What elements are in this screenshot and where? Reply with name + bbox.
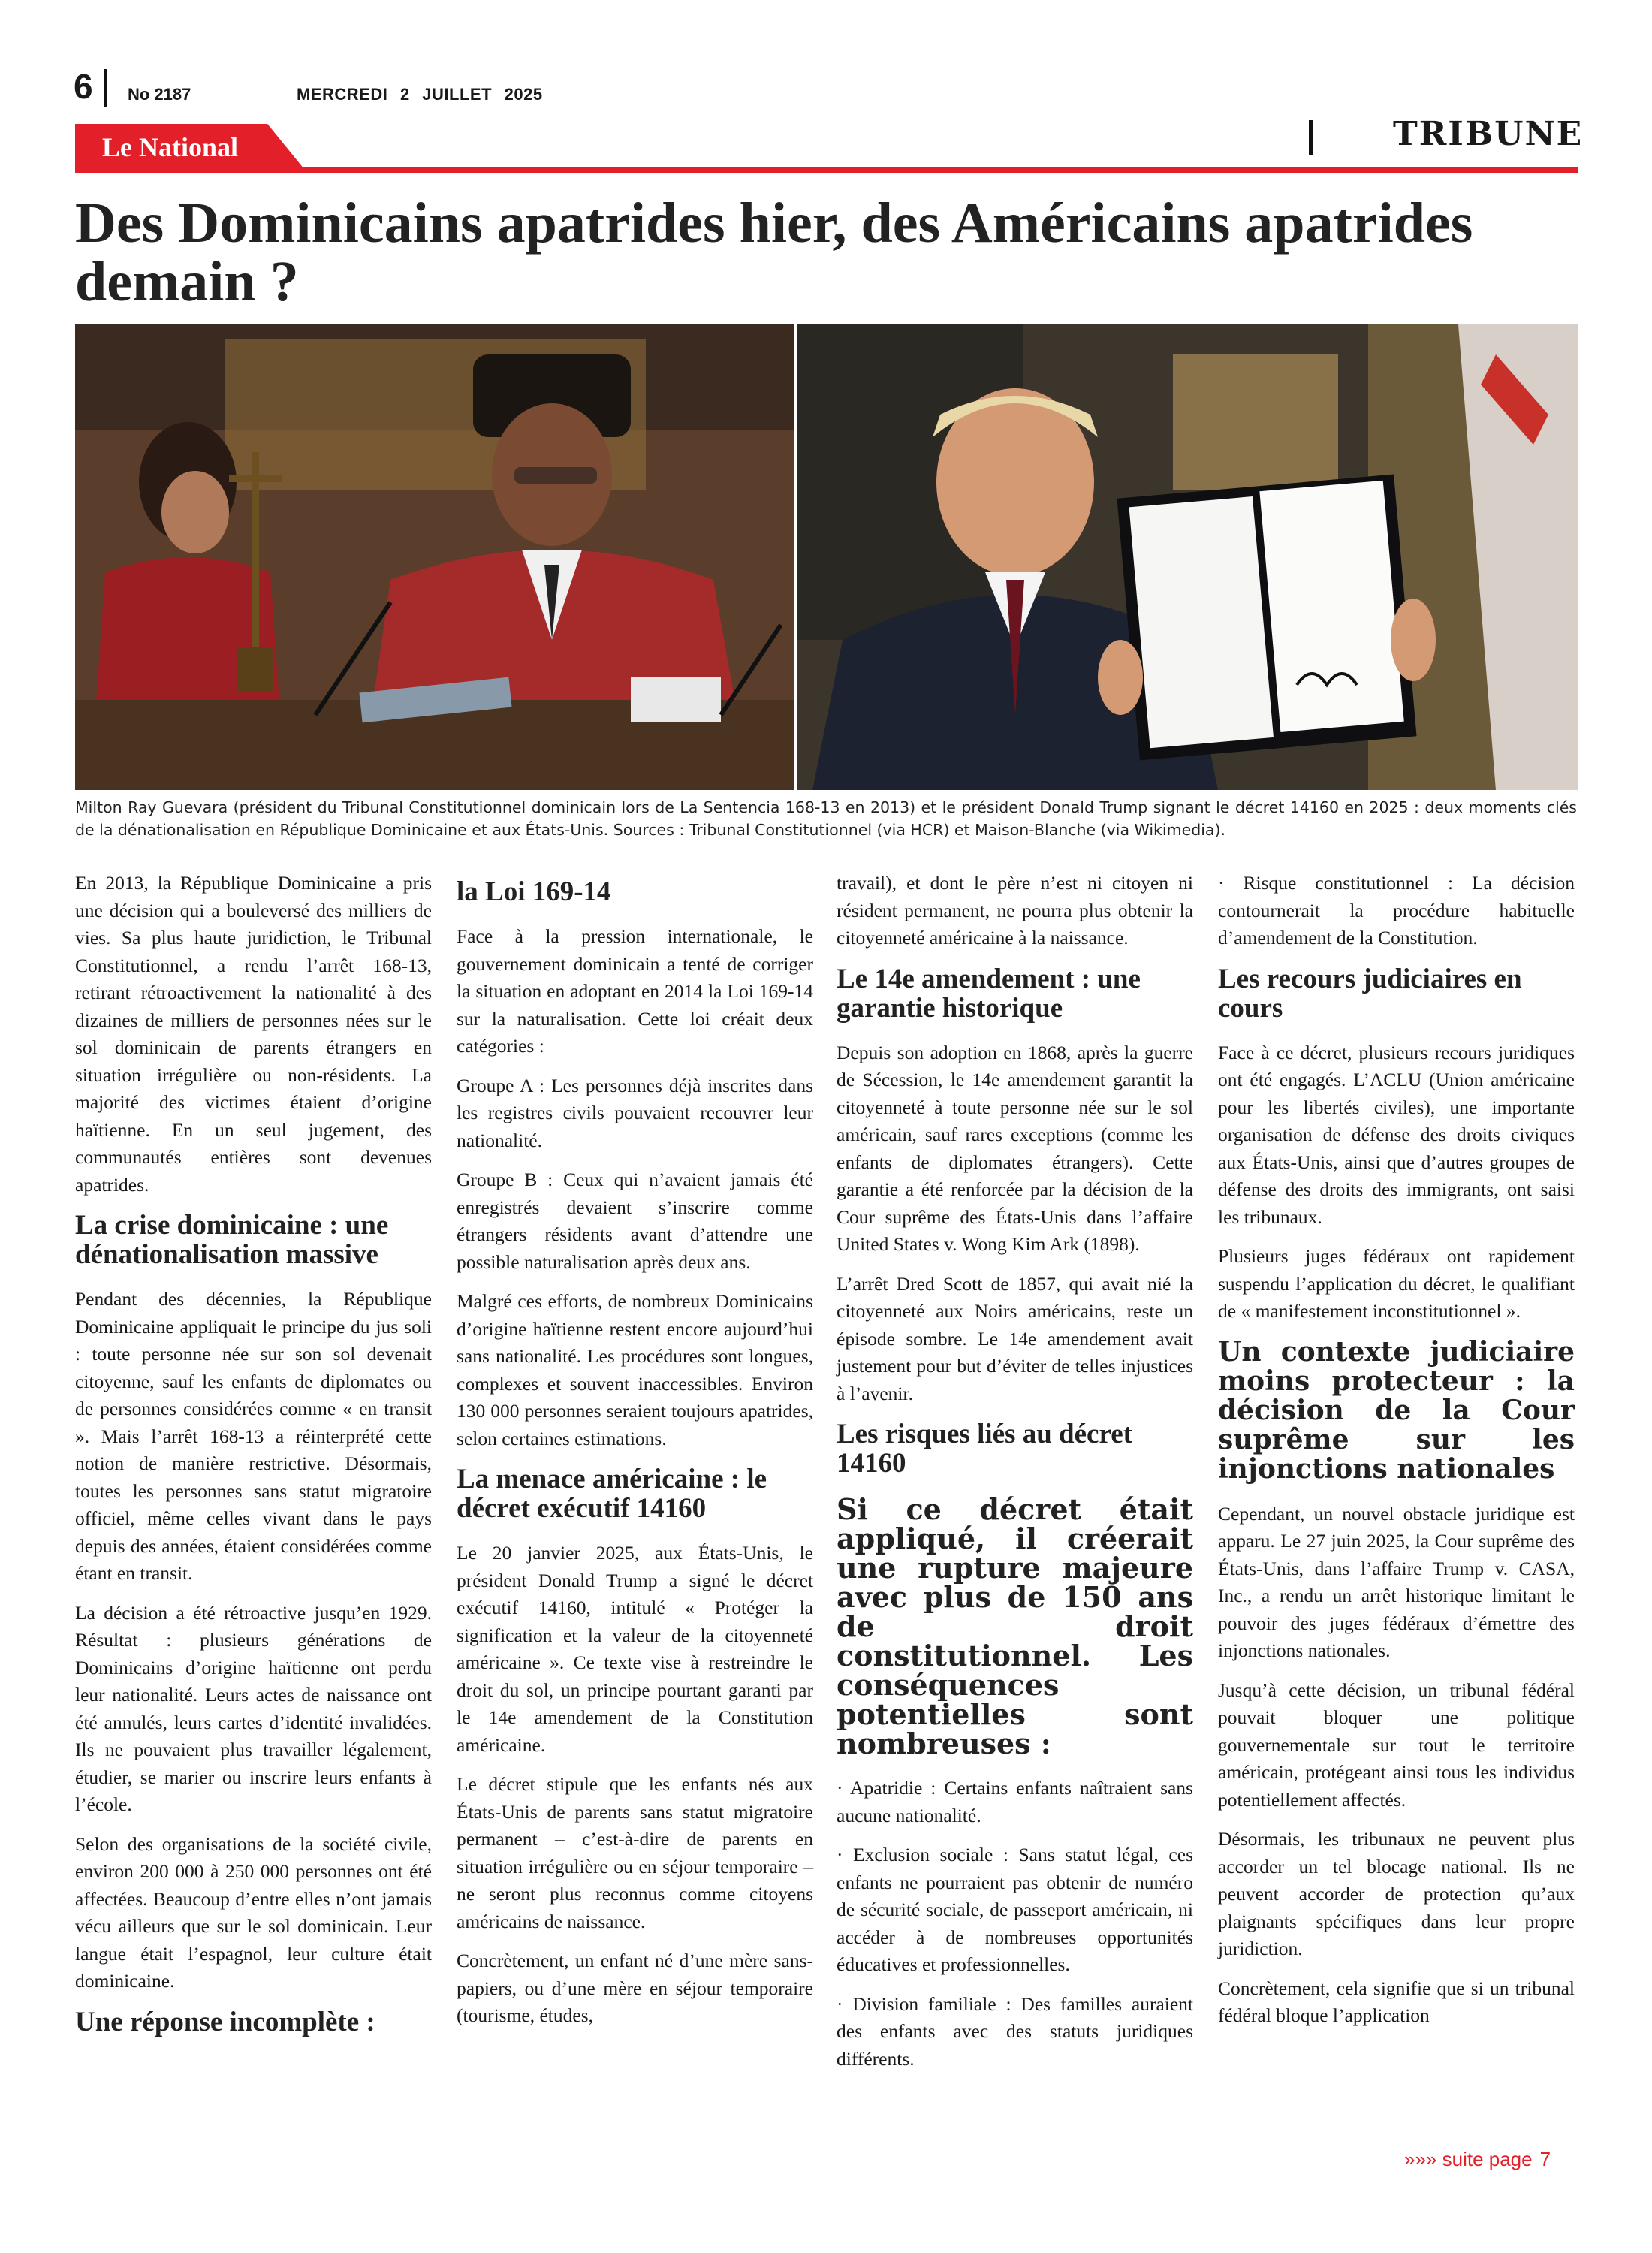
brand-name: Le National [102,132,239,162]
article-column-1 [75,870,432,2053]
subheading: Les risques liés au décret 14160 [837,1419,1132,1479]
article-column-4 [1218,870,1575,2042]
continued-on-page-link[interactable] [1404,2148,1551,2171]
photo-trump-signing [797,324,1578,790]
paragraph: Jusqu’à cette décision, un tribunal fédéral pouvait bloquer une politique gouvernementale sur tout le territoire américain, protégeant ainsi tous les individus potentiellement affectés. [1218,1678,1575,1811]
continued-page-number: 7 [1539,2148,1551,2170]
article-column-3 [837,870,1193,2085]
subheading: la Loi 169-14 [457,876,611,907]
paragraph: Concrètement, cela signifie que si un tribunal fédéral bloque l’application [1218,1977,1575,2026]
bullet-item: · Exclusion sociale : Sans statut légal, ces enfants ne pourraient pas obtenir de numéro de sécurité sociale, de passeport américain, ni accéder à de nombreuses opportunités éducatives et professionnelles. [837,1844,1193,1975]
subheading: Les recours judiciaires en cours [1218,963,1522,1024]
bullet-item: · Apatridie : Certains enfants naîtraient sans aucune nationalité. [837,1777,1193,1826]
bullet-item: · Division familiale : Des familles auraient des enfants avec des statuts juridiques différents. [837,1992,1193,2070]
paragraph: Selon des organisations de la société civile, environ 200 000 à 250 000 personnes ont été affectées. Beaucoup d’entre elles n’ont jamais vécu ailleurs que sur le sol dominicain. Leur langue était l’espagnol, leur culture était dominicaine. [75,1832,432,1992]
article-headline: Des Dominicains apatrides hier, des Américains apatrides demain ? [75,192,1473,313]
paragraph: Depuis son adoption en 1868, après la guerre de Sécession, le 14e amendement garantit la citoyenneté à toute personne née sur le sol américain, sauf rares exceptions (comme les enfants de diplomates étrangers). Cette garantie a été renforcée par la décision de la Cour suprême des États-Unis dans l’affaire United States v. Wong Kim Ark (1898). [837,1041,1193,1255]
photo-tribunal-judges [75,324,794,790]
paragraph: Groupe A : Les personnes déjà inscrites dans les registres civils pouvaient recouvrer leur nationalité. [457,1074,813,1151]
paragraph: En 2013, la République Dominicaine a pris une décision qui a bouleversé des milliers de vies. Sa plus haute juridiction, le Tribunal Constitutionnel, a rendu l’arrêt 168-13, retirant rétroactivement la nationalité à des dizaines de milliers de personnes nées sur le sol dominicain de parents étrangers en situation irrégulière ou non-résidents. La majorité des victimes étaient d’origine haïtienne. En un seul jugement, des communautés entières sont devenues apatrides. [75,872,432,1196]
header-rule [75,167,1578,173]
photo-tribunal-illustration [75,324,794,790]
paragraph: Le 20 janvier 2025, aux États-Unis, le président Donald Trump a signé le décret exécutif 14160, intitulé « Protéger la signification et la valeur de la citoyenneté américaine ». Ce texte vise à restreindre le droit du sol, un principe pourtant garanti par le 14e amendement de la Constitution américaine. [457,1542,813,1756]
paragraph: Cependant, un nouvel obstacle juridique est apparu. Le 27 juin 2025, la Cour suprême des États-Unis, dans l’affaire Trump v. CASA, Inc., a rendu un arrêt historique limitant le pouvoir des juges fédéraux d’émettre des injonctions nationales. [1218,1502,1575,1661]
paragraph: L’arrêt Dred Scott de 1857, qui avait nié la citoyenneté aux Noirs américains, reste un épisode sombre. Le 14e amendement avait justement pour but d’éviter de telles injustices à l’avenir. [837,1272,1193,1404]
paragraph: Le décret stipule que les enfants nés aux États-Unis de parents sans statut migratoire permanent – c’est-à-dire de parents en situation irrégulière ou en séjour temporaire – ne seront plus reconnus comme citoyens américains de naissance. [457,1773,813,1932]
paragraph: travail), et dont le père n’est ni citoyen ni résident permanent, ne pourra plus obtenir la citoyenneté américaine à la naissance. [837,872,1193,949]
lead-statement: Si ce décret était appliqué, il créerait une rupture majeure avec plus de 150 ans de droit constitutionnel. Les conséquences potentielles sont nombreuses : [837,1492,1193,1760]
subheading: Le 14e amendement : une garantie historique [837,963,1141,1024]
subheading: Un contexte judiciaire moins protecteur : la décision de la Cour suprême sur les injonctions nationales [1218,1335,1575,1485]
paragraph: Malgré ces efforts, de nombreux Dominicains d’origine haïtienne restent encore aujourd’hui sans nationalité. Les procédures sont longues, complexes et souvent inaccessibles. Environ 130 000 personnes seraient toujours apatrides, selon certaines estimations. [457,1290,813,1449]
subheading: La crise dominicaine : une dénationalisation massive [75,1210,389,1270]
paragraph: La décision a été rétroactive jusqu’en 1929. Résultat : plusieurs générations de Dominicains d’origine haïtienne ont perdu leur nationalité. Leurs actes de naissance ont été annulés, leurs cartes d’identité invalidées. Ils ne pouvaient plus travailler légalement, étudier, se marier ou inscrire leurs enfants à l’école. [75,1601,432,1815]
issue-date: MERCREDI 2 JUILLET 2025 [297,85,543,104]
photo-oval-office-illustration [797,324,1578,790]
page-number: 6 [74,67,93,106]
issue-number: No 2187 [128,85,191,104]
paragraph: Groupe B : Ceux qui n’avaient jamais été enregistrés devaient s’inscrire comme étrangers résidents avant d’attendre une possible naturalisation après deux ans. [457,1169,813,1273]
paragraph: Plusieurs juges fédéraux ont rapidement suspendu l’application du décret, le qualifiant de « manifestement inconstitutionnel ». [1218,1245,1575,1322]
bullet-item: · Risque constitutionnel : La décision contournerait la procédure habituelle d’amendement de la Constitution. [1218,872,1575,949]
paragraph: Concrètement, un enfant né d’une mère sans-papiers, ou d’une mère en séjour temporaire (tourisme, études, [457,1950,813,2026]
continued-label: »»» suite page [1404,2148,1533,2170]
section-title: TRIBUNE [1393,115,1584,153]
paragraph: Pendant des décennies, la République Dominicaine appliquait le principe du jus soli : toute personne née sur son sol devenait citoyenne, sauf les enfants de diplomates ou de personnes considérées comme « en transit ». Mais l’arrêt 168-13 a réinterprété cette notion de manière restrictive. Désormais, toutes les personnes sans statut migratoire officiel, même celles vivant dans le pays depuis des années, étaient considérées comme étant en transit. [75,1288,432,1584]
paragraph: Désormais, les tribunaux ne peuvent plus accorder un tel blocage national. Ils ne peuvent accorder de protection qu’aux plaignants spécifiques dans leur propre juridiction. [1218,1828,1575,1959]
paragraph: Face à ce décret, plusieurs recours juridiques ont été engagés. L’ACLU (Union américaine pour les libertés civiles), une importante organisation de défense des droits civiques aux États-Unis, ainsi que d’autres groupes de défense des droits des immigrants, ont saisi les tribunaux. [1218,1041,1575,1228]
section-divider [1309,120,1313,155]
subheading: Une réponse incomplète : [75,2006,375,2037]
paragraph: Face à la pression internationale, le gouvernement dominicain a tenté de corriger la situation en adoptant en 2014 la Loi 169-14 sur la naturalisation. Cette loi créait deux catégories : [457,925,813,1057]
article-column-2 [457,870,813,2042]
subheading: La menace américaine : le décret exécutif 14160 [457,1464,767,1524]
photo-caption: Milton Ray Guevara (président du Tribunal Constitutionnel dominicain lors de La Sentencia 168-13 en 2013) et le président Donald Trump signant le décret 14160 en 2025 : deux moments clés de la dénationalisation en République Dominicaine et aux États-Unis. Sources : Tribunal Constitutionnel (via HCR) et Maison-Blanche (via Wikimedia). [75,798,1577,839]
header-divider [104,69,107,107]
